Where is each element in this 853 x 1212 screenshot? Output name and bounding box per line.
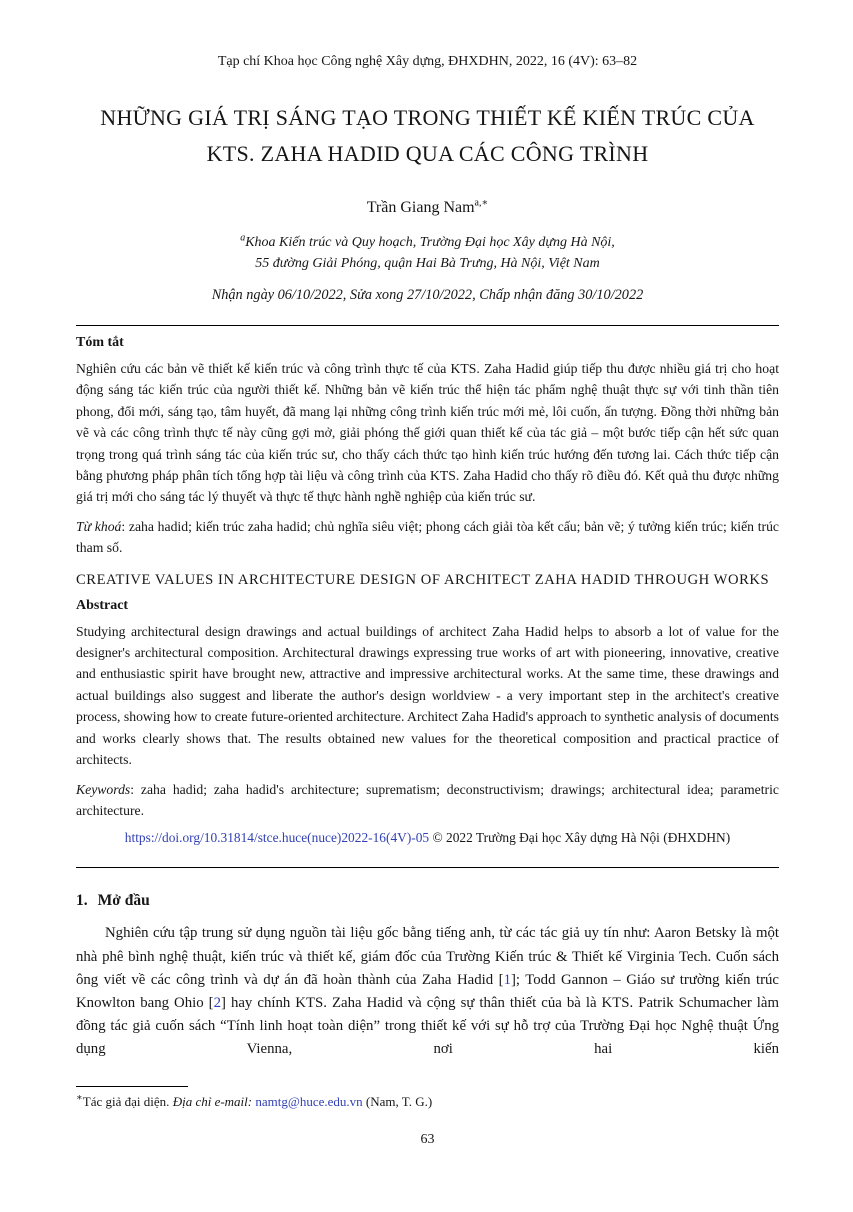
email-link[interactable]: namtg@huce.edu.vn bbox=[255, 1093, 363, 1109]
footnote-rule bbox=[76, 1086, 188, 1087]
keywords-vi-label: Từ khoá bbox=[76, 518, 122, 534]
mid-divider bbox=[76, 867, 779, 868]
doi-line bbox=[76, 830, 779, 846]
abstract-en-heading: Abstract bbox=[76, 597, 129, 613]
author-affiliation-marker: a,∗ bbox=[474, 197, 489, 209]
section-1-title: Mở đầu bbox=[97, 892, 150, 910]
abstract-vi-text: Nghiên cứu các bản vẽ thiết kế kiến trúc và công trình thực tế của KTS. Zaha Hadid giúp tiếp thu được nhiều giá trị cho hoạt động sáng tác kiến trúc của người thiết kế. Những bản vẽ kiến trúc thể hiện tác phẩm nghệ thuật thực sự với tinh thần tiên phong, đổi mới, sáng tạo, tâm huyết, đã mang lại những công trình kiến trúc mới mẻ, lôi cuốn, ấn tượng. Đồng thời những bản vẽ và các công trình thực tế này cũng gợi mở, giải phóng thế giới quan thiết kế của tác giả – một bước tiếp cận hết sức quan trọng trong quá trình sáng tác của kiến trúc sư, cho thấy cách thức tạo hình kiến trúc hướng đến tương lai. Cách thức tiếp cận bằng phương pháp phân tích tổng hợp tài liệu và công trình của KTS. Zaha Hadid cho thấy rõ điều đó. Kết quả thu được những giá trị mới cho sáng tác lý thuyết và thực tế thực hành nghề nghiệp của kiến trúc sư. bbox=[76, 361, 779, 505]
keywords-en-label: Keywords bbox=[76, 781, 131, 797]
citation-link-2[interactable]: 2 bbox=[213, 994, 221, 1011]
article-title-line2: KTS. ZAHA HADID QUA CÁC CÔNG TRÌNH bbox=[206, 141, 649, 166]
copyright-text: © 2022 Trường Đại học Xây dựng Hà Nội (ĐHXDHN) bbox=[429, 830, 731, 846]
article-title bbox=[76, 100, 779, 172]
keywords-en bbox=[76, 779, 779, 822]
section-1-heading bbox=[76, 892, 779, 910]
abstract-vi-heading: Tóm tắt bbox=[76, 335, 124, 350]
affiliation-line2: 55 đường Giải Phóng, quận Hai Bà Trưng, Hà Nội, Việt Nam bbox=[255, 256, 600, 271]
keywords-en-text: : zaha hadid; zaha hadid's architecture; suprematism; deconstructivism; drawings; architectural idea; parametric architecture. bbox=[76, 781, 779, 818]
abstract-en-text: Studying architectural design drawings and actual buildings of architect Zaha Hadid helps to absorb a lot of value for the designer's architectural composition. Architectural drawings expressing true works of art with pioneering, innovative, creative and enthusiastic spirit have brought new, attractive and impressive architectural works. At the same time, these drawings and actual buildings also suggest and liberate the author's design worldview - a very important step in the architect's creative process, showing how to create future-oriented architecture. Architect Zaha Hadid's approach to synthetic analysis of documents and works clearly shows that. The results obtained new values for the theoretical composition and practical practice of architects. bbox=[76, 623, 779, 768]
author-name: Trần Giang Nam bbox=[366, 199, 475, 216]
top-divider bbox=[76, 325, 779, 326]
footnote-marker: ∗ bbox=[76, 1092, 83, 1104]
keywords-vi-text: : zaha hadid; kiến trúc zaha hadid; chủ nghĩa siêu việt; phong cách giải tòa kết cấu; bản vẽ; ý tưởng kiến trúc; kiến trúc tham số. bbox=[76, 518, 780, 556]
footnote-email-label: Địa chỉ e-mail: bbox=[172, 1093, 256, 1109]
keywords-vi bbox=[76, 516, 779, 559]
received-dates: Nhận ngày 06/10/2022, Sửa xong 27/10/2022, Chấp nhận đăng 30/10/2022 bbox=[211, 287, 644, 303]
author-affiliation bbox=[76, 232, 779, 274]
footnote: ∗Tác giả đại diện. Địa chỉ e-mail: namtg@huce.edu.vn (Nam, T. G.) bbox=[76, 1092, 433, 1109]
author-line bbox=[76, 199, 779, 217]
citation-link-1[interactable]: 1 bbox=[503, 971, 511, 988]
intro-paragraph: Nghiên cứu tập trung sử dụng nguồn tài liệu gốc bằng tiếng anh, từ các tác giả uy tín như: Aaron Betsky là một nhà phê bình nghệ thuật, kiến trúc và thiết kế, giám đốc của Trường Kiến trúc & Thiết kế Virginia Tech. Cuốn sách ông viết về các công trình và dự án đã hoàn thành của Zaha Hadid [1]; Todd Gannon – Giáo sư trường kiến trúc Knowlton bang Ohio [2] hay chính KTS. Zaha Hadid và cộng sự thân thiết của bà là KTS. Patrik Schumacher làm đồng tác giả cuốn sách “Tính linh hoạt toàn diện” trong thiết kế với sự hỗ trợ của Trường Đại học Nghệ thuật Ứng dụng Vienna, nơi hai kiến bbox=[76, 925, 779, 1058]
article-title-line1: NHỮNG GIÁ TRỊ SÁNG TẠO TRONG THIẾT KẾ KIẾN TRÚC CỦA bbox=[100, 105, 755, 130]
doi-link[interactable]: https://doi.org/10.31814/stce.huce(nuce)2022-16(4V)-05 bbox=[124, 830, 430, 846]
affiliation-line1: $^a$Khoa Kiến trúc và Quy hoạch, Trường Đại học Xây dựng Hà Nội, bbox=[240, 232, 615, 250]
abstract-vi-section bbox=[76, 335, 779, 846]
journal-header: Tạp chí Khoa học Công nghệ Xây dựng, ĐHXDHN, 2022, 16 (4V): 63–82 bbox=[217, 54, 638, 69]
section-1-number: 1. bbox=[76, 892, 88, 910]
affiliation-marker: a bbox=[240, 232, 246, 244]
footnote-area bbox=[76, 1086, 779, 1110]
page-number: 63 bbox=[420, 1131, 435, 1147]
english-title: CREATIVE VALUES IN ARCHITECTURE DESIGN OF ARCHITECT ZAHA HADID THROUGH WORKS bbox=[76, 571, 770, 588]
